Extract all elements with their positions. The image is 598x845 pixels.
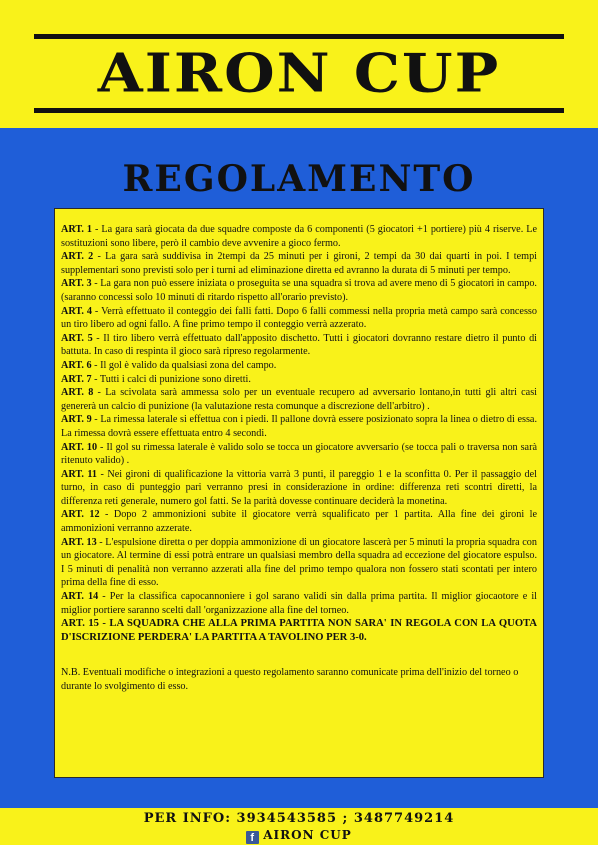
article-label: ART. 2 [61,251,94,263]
poster-title: AIRON CUP [97,41,501,105]
facebook-icon: f [246,831,259,844]
article-label: ART. 11 [61,468,98,480]
article-15: ART. 15 - LA SQUADRA CHE ALLA PRIMA PARTITA NON SARA' IN REGOLA CON LA QUOTA D'ISCRIZIONE PERDERA' LA PARTITA A TAVOLINO PER 3-0. [61,618,537,643]
article-item [61,386,537,413]
article-item [61,441,537,468]
article-text: - Il tiro libero verrà effettuato dall'apposito dischetto. Tutti i giocatori dovranno restare dietro il punto di battuta. In caso di respinta il gioco sarà ripreso regolarmente. [61,332,537,358]
header-banner [0,0,598,128]
header-top-rule [34,34,564,39]
article-item [61,359,537,373]
article-label: ART. 8 [61,387,94,399]
article-text: - Nei gironi di qualificazione la vittoria varrà 3 punti, il pareggio 1 e la sconfitta 0. Per il passaggio del turno, in caso di punteggio pari verranno presi in considerazione in ordine: differenza reti scontri diretti, la differenza reti generale, numero gol fatti. Se la parità dovesse continuare deciderà la monetina. [61,468,537,507]
article-item [61,250,537,277]
article-text: - La rimessa laterale si effettua con i piedi. Il pallone dovrà essere posizionato sopra la linea o dietro di essa. La rimessa dovrà essere effettuata entro 4 secondi. [61,414,537,439]
article-text: - La gara sarà giocata da due squadre composte da 6 componenti (5 giocatori +1 portiere) più 4 riserve. Le sostituzioni sono libere, però il cambio deve avvenire a gioco fermo. [61,224,537,249]
article-label: ART. 13 [61,536,97,548]
article-item [61,332,537,359]
article-label: ART. 10 [61,441,98,453]
article-text: - La gara non può essere iniziata o proseguita se una squadra si trova ad avere meno di 5 giocatori in campo. (saranno concessi solo 10 minuti di ritardo rispetto all'orario previsto). [61,278,537,303]
article-text: - Verrà effettuato il conteggio dei falli fatti. Dopo 6 falli commessi nella propria metà campo sarà concesso un tiro libero ad ogni fallo. A fine primo tempo il conteggio verrà azzerato. [61,305,537,331]
article-item [61,590,537,617]
article-item [61,536,537,590]
article-text: - Il gol su rimessa laterale è valido solo se tocca un giocatore avversario (se tocca pali o traversa non sarà ritenuto valido) . [61,441,537,467]
article-label: ART. 5 [61,332,93,344]
article-item [61,277,537,304]
header-bottom-rule [34,108,564,113]
article-item [61,413,537,440]
articles-list [61,223,537,617]
article-text: - Dopo 2 ammonizioni subite il giocatore verrà squalificato per 1 partita. Alla fine dei gironi le ammonizioni verranno azzerate. [61,509,537,535]
article-text: - La scivolata sarà ammessa solo per un eventuale recupero ad avversario lontano,in tutti gli altri casi genererà un calcio di punizione (la valutazione resta comunque a discrezione dell'arbitro) . [61,387,537,412]
article-label: ART. 9 [61,414,92,426]
footer-banner [0,808,598,845]
article-label: ART. 14 [61,591,99,603]
article-text: - Per la classifica capocannoniere i gol sarano validi sin dalla prima partita. Il miglior giocaotore e il miglior portiere saranno scelti dall 'organizzazione alla fine del torneo. [61,591,537,616]
article-label: ART. 4 [61,305,92,317]
contact-info: PER INFO: 3934543585 ; 3487749214 [143,811,455,826]
article-label: ART. 6 [61,359,92,371]
article-label: ART. 7 [61,373,92,385]
article-text: - Tutti i calci di punizione sono diretti. [91,373,251,385]
article-item [61,508,537,535]
article-label: ART. 12 [61,509,100,521]
facebook-line [0,828,598,844]
article-item [61,305,537,332]
note: N.B. Eventuali modifiche o integrazioni a questo regolamento saranno comunicate prima dell'inizio del torneo o durante lo svolgimento di esso. [61,667,519,692]
facebook-name: AIRON CUP [263,828,352,842]
article-text: - Il gol è valido da qualsiasi zona del campo. [91,359,277,371]
article-item [61,223,537,250]
rules-box [54,208,544,778]
article-label: ART. 1 [61,224,93,235]
article-item [61,468,537,509]
article-text: - La gara sarà suddivisa in 2tempi da 25 minuti per i gironi, 2 tempi da 30 dai quarti in poi. I tempi supplementari sono previsti solo per i turni ad eliminazione diretta ed avranno la durata di 5 minuti per tempo. [61,251,537,276]
article-label: ART. 3 [61,278,92,290]
article-item [61,373,537,387]
rules-heading: REGOLAMENTO [122,158,476,200]
article-text: - L'espulsione diretta o per doppia ammonizione di un giocatore lascerà per 5 minuti la propria squadra con un giocatore. Al termine di essi potrà entrare un qualsiasi membro della squadra ad eccezione del giocatore espulso. I 5 minuti di penalità non verranno azzerati alla fine del primo tempo qualora non fossero stati scontati per intero prima della fine di esso. [61,536,537,589]
